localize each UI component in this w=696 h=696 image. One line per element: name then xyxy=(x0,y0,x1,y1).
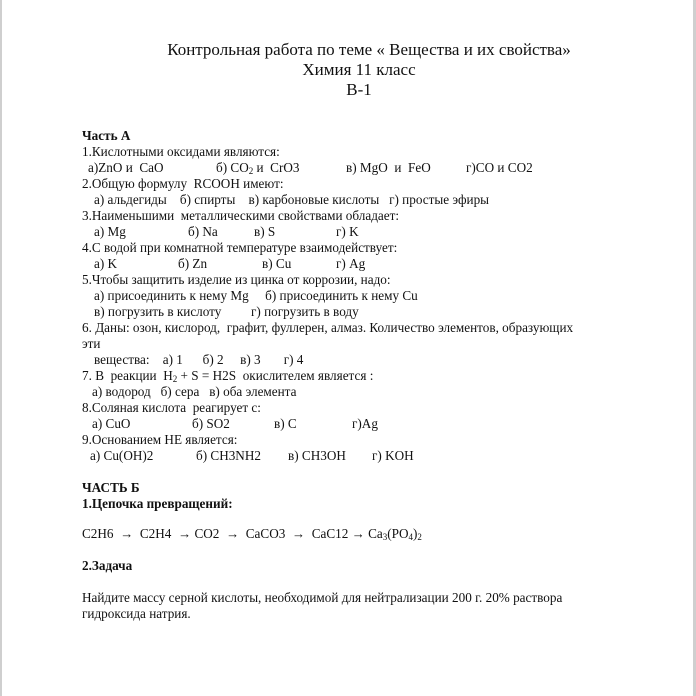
question-5-options-1: а) присоединить к нему Mg б) присоединить к нему Cu xyxy=(94,288,418,303)
question-6-continuation: эти xyxy=(82,336,101,351)
question-2: 2.Общую формулу RCOOH имеют: xyxy=(82,176,284,191)
part-b-heading: ЧАСТЬ Б xyxy=(82,480,140,495)
question-1-option-c: в) MgO и FeO xyxy=(346,160,431,175)
question-4-option-d: г) Ag xyxy=(336,256,366,271)
task-text-line-2: гидроксида натрия. xyxy=(82,606,191,621)
question-1-option-d: г)CO и CO2 xyxy=(466,160,533,175)
question-1-option-a: а)ZnO и CaO xyxy=(88,160,164,175)
question-3-option-c: в) S xyxy=(254,224,276,239)
question-7-options: а) водород б) сера в) оба элемента xyxy=(92,384,297,399)
question-9-option-b: б) CH3NH2 xyxy=(196,448,261,463)
question-6: 6. Даны: озон, кислород, графит, фуллерен, алмаз. Количество элементов, образующих xyxy=(82,320,574,335)
task-text-line-1: Найдите массу серной кислоты, необходимой для нейтрализации 200 г. 20% раствора xyxy=(82,590,563,605)
conversion-chain: C2H6 → C2H4 → CO2 → CaCO3 → $CaC12 \to Ca_3(PO_4)_2$ xyxy=(82,526,422,542)
question-2-options: а) альдегиды б) спирты в) карбоновые кислоты г) простые эфиры xyxy=(94,192,490,207)
page-edge-left xyxy=(0,0,2,696)
question-8-option-a: а) CuO xyxy=(92,416,131,431)
question-4-option-b: б) Zn xyxy=(178,256,208,271)
document-header xyxy=(76,40,642,100)
document-variant: В-1 xyxy=(346,80,372,99)
task-heading: 2.Задача xyxy=(82,558,133,573)
question-8: 8.Соляная кислота реагирует с: xyxy=(82,400,261,415)
question-1: 1.Кислотными оксидами являются: xyxy=(82,144,280,159)
document-subtitle: Химия 11 класс xyxy=(302,60,416,79)
question-8-option-c: в) C xyxy=(274,416,297,431)
question-3: 3.Наименьшими металлическими свойствами обладает: xyxy=(82,208,400,223)
question-5: 5.Чтобы защитить изделие из цинка от коррозии, надо: xyxy=(82,272,391,287)
document-title: Контрольная работа по теме « Вещества и их свойства» xyxy=(167,40,571,59)
document-page xyxy=(82,40,642,621)
question-3-option-d: г) K xyxy=(336,224,359,239)
chain-heading: 1.Цепочка превращений: xyxy=(82,496,233,511)
question-3-option-b: б) Na xyxy=(188,224,218,239)
question-9: 9.Основанием НЕ является: xyxy=(82,432,238,447)
question-1-option-b: б) $CO_2$ и CrO3 xyxy=(216,160,300,176)
question-4-option-a: а) K xyxy=(94,256,118,271)
question-8-option-d: г)Ag xyxy=(352,416,378,431)
question-9-option-c: в) CH3OH xyxy=(288,448,346,463)
part-a-heading: Часть А xyxy=(82,128,131,143)
question-5-options-2: в) погрузить в кислоту г) погрузить в воду xyxy=(94,304,359,319)
question-7: 7. В реакции $H_2 + S = H2S$ окислителем является : xyxy=(82,368,374,384)
question-4-option-c: в) Cu xyxy=(262,256,292,271)
question-8-option-b: б) SO2 xyxy=(192,416,230,431)
question-9-option-a: а) Cu(OH)2 xyxy=(90,448,154,463)
question-3-option-a: а) Mg xyxy=(94,224,126,239)
question-4: 4.С водой при комнатной температуре взаимодействует: xyxy=(82,240,398,255)
question-9-option-d: г) KOH xyxy=(372,448,414,463)
question-6-options: вещества: а) 1 б) 2 в) 3 г) 4 xyxy=(94,352,304,367)
